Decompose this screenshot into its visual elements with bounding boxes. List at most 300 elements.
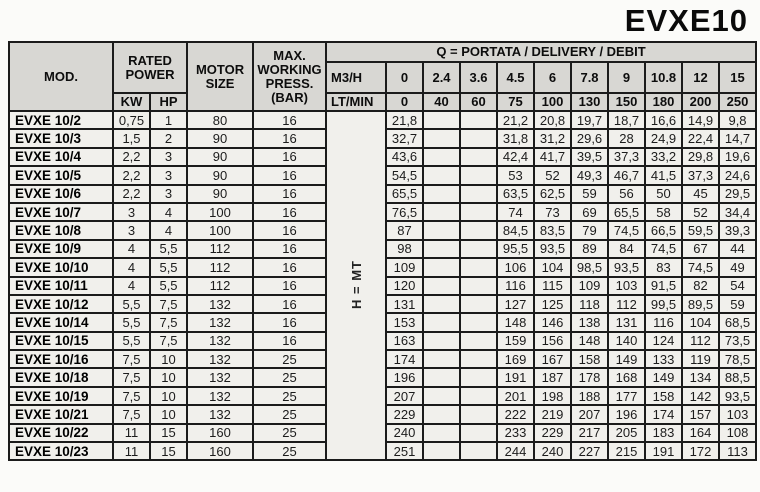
hp-cell: 2 [150, 129, 187, 147]
kw-cell: 7,5 [113, 387, 150, 405]
hp-cell: 4 [150, 221, 187, 239]
head-value-cell: 177 [608, 387, 645, 405]
head-value-cell: 134 [682, 368, 719, 386]
head-value-cell: 78,5 [719, 350, 756, 368]
kw-cell: 2,2 [113, 185, 150, 203]
kw-cell: 3 [113, 221, 150, 239]
head-value-cell: 115 [534, 277, 571, 295]
kw-cell: 5,5 [113, 313, 150, 331]
head-value-cell: 217 [571, 424, 608, 442]
head-value-cell [423, 185, 460, 203]
head-value-cell [460, 442, 497, 460]
kw-cell: 5,5 [113, 332, 150, 350]
head-value-cell: 54 [719, 277, 756, 295]
head-value-cell: 84,5 [497, 221, 534, 239]
motor-size-cell: 112 [187, 277, 253, 295]
head-value-cell: 158 [645, 387, 682, 405]
head-value-cell: 45 [682, 185, 719, 203]
model-cell: EVXE 10/2 [9, 111, 113, 129]
kw-cell: 4 [113, 277, 150, 295]
head-value-cell: 84 [608, 240, 645, 258]
head-value-cell: 164 [682, 424, 719, 442]
head-value-cell: 41,5 [645, 166, 682, 184]
model-cell: EVXE 10/4 [9, 148, 113, 166]
head-value-cell: 14,7 [719, 129, 756, 147]
head-value-cell: 74,5 [645, 240, 682, 258]
head-value-cell: 104 [534, 258, 571, 276]
hp-cell: 10 [150, 368, 187, 386]
head-value-cell: 174 [645, 405, 682, 423]
max-press-cell: 16 [253, 295, 326, 313]
max-press-cell: 16 [253, 148, 326, 166]
head-value-cell: 205 [608, 424, 645, 442]
model-cell: EVXE 10/21 [9, 405, 113, 423]
head-value-cell: 31,8 [497, 129, 534, 147]
head-value-cell: 63,5 [497, 185, 534, 203]
head-value-cell: 174 [386, 350, 423, 368]
max-press-cell: 16 [253, 203, 326, 221]
head-value-cell: 183 [645, 424, 682, 442]
model-cell: EVXE 10/6 [9, 185, 113, 203]
head-value-cell: 82 [682, 277, 719, 295]
head-value-cell: 198 [534, 387, 571, 405]
head-value-cell [460, 387, 497, 405]
flow-m3h-value: 9 [608, 62, 645, 93]
head-unit-label: H = MT [348, 259, 364, 309]
head-value-cell [460, 313, 497, 331]
head-value-cell: 142 [682, 387, 719, 405]
head-unit-cell [326, 111, 386, 460]
flow-m3h-value: 2.4 [423, 62, 460, 93]
model-cell: EVXE 10/14 [9, 313, 113, 331]
head-value-cell: 163 [386, 332, 423, 350]
kw-cell: 3 [113, 203, 150, 221]
max-press-cell: 16 [253, 185, 326, 203]
header-row-top [9, 42, 756, 62]
hp-cell: 3 [150, 185, 187, 203]
max-press-cell: 16 [253, 332, 326, 350]
head-value-cell: 24,6 [719, 166, 756, 184]
head-value-cell [423, 166, 460, 184]
motor-size-cell: 80 [187, 111, 253, 129]
head-value-cell [460, 405, 497, 423]
hp-cell: 1 [150, 111, 187, 129]
flow-m3h-value: 10.8 [645, 62, 682, 93]
head-value-cell: 49 [719, 258, 756, 276]
model-cell: EVXE 10/12 [9, 295, 113, 313]
model-cell: EVXE 10/16 [9, 350, 113, 368]
head-value-cell: 124 [645, 332, 682, 350]
head-value-cell: 37,3 [682, 166, 719, 184]
kw-cell: 2,2 [113, 148, 150, 166]
head-value-cell: 46,7 [608, 166, 645, 184]
head-value-cell: 244 [497, 442, 534, 460]
head-value-cell: 83,5 [534, 221, 571, 239]
model-cell: EVXE 10/23 [9, 442, 113, 460]
head-value-cell: 43,6 [386, 148, 423, 166]
head-value-cell [460, 240, 497, 258]
motor-size-cell: 100 [187, 203, 253, 221]
head-value-cell: 148 [571, 332, 608, 350]
head-value-cell: 69 [571, 203, 608, 221]
head-value-cell: 32,7 [386, 129, 423, 147]
head-value-cell: 37,3 [608, 148, 645, 166]
motor-size-cell: 112 [187, 258, 253, 276]
max-press-cell: 25 [253, 368, 326, 386]
max-press-cell: 25 [253, 405, 326, 423]
head-value-cell: 93,5 [534, 240, 571, 258]
head-value-cell [423, 129, 460, 147]
head-value-cell: 108 [719, 424, 756, 442]
motor-size-cell: 132 [187, 332, 253, 350]
head-value-cell [460, 166, 497, 184]
model-cell: EVXE 10/9 [9, 240, 113, 258]
head-value-cell [423, 277, 460, 295]
model-cell: EVXE 10/7 [9, 203, 113, 221]
head-value-cell [460, 277, 497, 295]
head-value-cell [423, 295, 460, 313]
head-value-cell [423, 240, 460, 258]
head-value-cell: 53 [497, 166, 534, 184]
head-value-cell [460, 129, 497, 147]
head-value-cell: 91,5 [645, 277, 682, 295]
head-value-cell: 21,8 [386, 111, 423, 129]
head-value-cell: 98,5 [571, 258, 608, 276]
model-cell: EVXE 10/8 [9, 221, 113, 239]
motor-size-cell: 90 [187, 148, 253, 166]
head-value-cell: 229 [386, 405, 423, 423]
head-value-cell: 54,5 [386, 166, 423, 184]
head-value-cell: 93,5 [719, 387, 756, 405]
head-value-cell: 52 [534, 166, 571, 184]
head-value-cell: 65,5 [386, 185, 423, 203]
head-value-cell: 251 [386, 442, 423, 460]
row-label-m3h: M3/H [326, 62, 386, 93]
max-press-cell: 16 [253, 166, 326, 184]
head-value-cell: 133 [645, 350, 682, 368]
motor-size-cell: 132 [187, 405, 253, 423]
head-value-cell [423, 221, 460, 239]
model-cell: EVXE 10/15 [9, 332, 113, 350]
motor-size-cell: 132 [187, 387, 253, 405]
hp-cell: 5,5 [150, 240, 187, 258]
head-value-cell: 187 [534, 368, 571, 386]
header-row-ltmin [9, 93, 756, 111]
head-value-cell: 9,8 [719, 111, 756, 129]
head-value-cell: 65,5 [608, 203, 645, 221]
model-cell: EVXE 10/3 [9, 129, 113, 147]
head-value-cell: 109 [386, 258, 423, 276]
head-value-cell: 39,5 [571, 148, 608, 166]
model-cell: EVXE 10/22 [9, 424, 113, 442]
head-value-cell: 34,4 [719, 203, 756, 221]
head-value-cell: 52 [682, 203, 719, 221]
head-value-cell [423, 258, 460, 276]
head-value-cell [423, 424, 460, 442]
col-header-rated-power: RATED POWER [113, 42, 187, 93]
flow-ltmin-value: 75 [497, 93, 534, 111]
head-value-cell: 44 [719, 240, 756, 258]
head-value-cell: 14,9 [682, 111, 719, 129]
head-value-cell: 89 [571, 240, 608, 258]
flow-ltmin-value: 200 [682, 93, 719, 111]
head-value-cell [460, 221, 497, 239]
head-value-cell [423, 148, 460, 166]
head-value-cell [423, 405, 460, 423]
motor-size-cell: 160 [187, 442, 253, 460]
head-value-cell: 79 [571, 221, 608, 239]
head-value-cell [460, 332, 497, 350]
flow-ltmin-value: 100 [534, 93, 571, 111]
head-value-cell: 169 [497, 350, 534, 368]
flow-m3h-value: 4.5 [497, 62, 534, 93]
head-value-cell: 120 [386, 277, 423, 295]
head-value-cell [460, 203, 497, 221]
head-value-cell: 106 [497, 258, 534, 276]
flow-m3h-value: 7.8 [571, 62, 608, 93]
hp-cell: 7,5 [150, 332, 187, 350]
head-value-cell [460, 148, 497, 166]
motor-size-cell: 90 [187, 166, 253, 184]
head-value-cell [460, 424, 497, 442]
head-value-cell: 73,5 [719, 332, 756, 350]
col-header-q-delivery: Q = PORTATA / DELIVERY / DEBIT [326, 42, 756, 62]
max-press-cell: 25 [253, 350, 326, 368]
head-value-cell: 98 [386, 240, 423, 258]
flow-ltmin-value: 60 [460, 93, 497, 111]
flow-m3h-value: 15 [719, 62, 756, 93]
motor-size-cell: 160 [187, 424, 253, 442]
kw-cell: 5,5 [113, 295, 150, 313]
head-value-cell: 240 [386, 424, 423, 442]
max-press-cell: 16 [253, 313, 326, 331]
kw-cell: 4 [113, 240, 150, 258]
head-value-cell: 207 [386, 387, 423, 405]
kw-cell: 7,5 [113, 405, 150, 423]
head-value-cell: 149 [608, 350, 645, 368]
col-header-mod: MOD. [9, 42, 113, 111]
head-value-cell: 188 [571, 387, 608, 405]
flow-m3h-value: 3.6 [460, 62, 497, 93]
head-value-cell: 116 [645, 313, 682, 331]
head-value-cell [423, 332, 460, 350]
motor-size-cell: 90 [187, 129, 253, 147]
head-value-cell [423, 442, 460, 460]
head-value-cell: 153 [386, 313, 423, 331]
head-value-cell: 87 [386, 221, 423, 239]
col-header-max-working-press: MAX. WORKING PRESS. (BAR) [253, 42, 326, 111]
pump-row [9, 111, 756, 129]
head-value-cell: 125 [534, 295, 571, 313]
flow-ltmin-value: 130 [571, 93, 608, 111]
motor-size-cell: 112 [187, 240, 253, 258]
head-value-cell: 103 [719, 405, 756, 423]
head-value-cell: 50 [645, 185, 682, 203]
head-value-cell: 191 [497, 368, 534, 386]
head-value-cell [423, 203, 460, 221]
hp-cell: 3 [150, 166, 187, 184]
max-press-cell: 16 [253, 277, 326, 295]
head-value-cell [460, 185, 497, 203]
head-value-cell: 112 [682, 332, 719, 350]
table-body [9, 111, 756, 460]
head-value-cell: 99,5 [645, 295, 682, 313]
max-press-cell: 16 [253, 221, 326, 239]
head-value-cell: 222 [497, 405, 534, 423]
head-value-cell: 29,5 [719, 185, 756, 203]
head-value-cell: 207 [571, 405, 608, 423]
head-value-cell: 74,5 [682, 258, 719, 276]
flow-ltmin-value: 150 [608, 93, 645, 111]
hp-cell: 5,5 [150, 277, 187, 295]
max-press-cell: 16 [253, 240, 326, 258]
head-value-cell: 172 [682, 442, 719, 460]
head-value-cell: 89,5 [682, 295, 719, 313]
head-value-cell: 112 [608, 295, 645, 313]
head-value-cell: 62,5 [534, 185, 571, 203]
head-value-cell: 196 [608, 405, 645, 423]
head-value-cell: 88,5 [719, 368, 756, 386]
head-value-cell: 19,6 [719, 148, 756, 166]
col-header-kw: KW [113, 93, 150, 111]
model-cell: EVXE 10/5 [9, 166, 113, 184]
head-value-cell: 22,4 [682, 129, 719, 147]
head-value-cell [423, 313, 460, 331]
head-value-cell: 157 [682, 405, 719, 423]
kw-cell: 11 [113, 442, 150, 460]
head-value-cell: 41,7 [534, 148, 571, 166]
head-value-cell [423, 350, 460, 368]
head-value-cell [423, 387, 460, 405]
head-value-cell: 229 [534, 424, 571, 442]
head-value-cell: 140 [608, 332, 645, 350]
hp-cell: 4 [150, 203, 187, 221]
kw-cell: 7,5 [113, 368, 150, 386]
head-value-cell: 58 [645, 203, 682, 221]
max-press-cell: 25 [253, 442, 326, 460]
head-value-cell: 73 [534, 203, 571, 221]
head-value-cell: 66,5 [645, 221, 682, 239]
table-header [9, 42, 756, 111]
head-value-cell [460, 350, 497, 368]
model-cell: EVXE 10/10 [9, 258, 113, 276]
head-value-cell: 201 [497, 387, 534, 405]
max-press-cell: 16 [253, 129, 326, 147]
head-value-cell: 240 [534, 442, 571, 460]
flow-m3h-value: 0 [386, 62, 423, 93]
head-value-cell: 227 [571, 442, 608, 460]
head-value-cell: 31,2 [534, 129, 571, 147]
head-value-cell [460, 295, 497, 313]
max-press-cell: 25 [253, 387, 326, 405]
head-value-cell: 83 [645, 258, 682, 276]
row-label-ltmin: LT/MIN [326, 93, 386, 111]
head-value-cell: 127 [497, 295, 534, 313]
page-title: EVXE10 [624, 3, 748, 38]
head-value-cell: 131 [386, 295, 423, 313]
head-value-cell: 24,9 [645, 129, 682, 147]
motor-size-cell: 90 [187, 185, 253, 203]
head-value-cell: 113 [719, 442, 756, 460]
max-press-cell: 16 [253, 111, 326, 129]
head-value-cell: 191 [645, 442, 682, 460]
hp-cell: 7,5 [150, 313, 187, 331]
head-value-cell [460, 258, 497, 276]
head-value-cell: 95,5 [497, 240, 534, 258]
hp-cell: 10 [150, 387, 187, 405]
head-value-cell: 56 [608, 185, 645, 203]
head-value-cell: 158 [571, 350, 608, 368]
head-value-cell: 149 [645, 368, 682, 386]
head-value-cell: 119 [682, 350, 719, 368]
hp-cell: 10 [150, 350, 187, 368]
kw-cell: 0,75 [113, 111, 150, 129]
pump-spec-table [8, 41, 757, 461]
head-value-cell: 233 [497, 424, 534, 442]
kw-cell: 4 [113, 258, 150, 276]
model-cell: EVXE 10/11 [9, 277, 113, 295]
flow-m3h-value: 12 [682, 62, 719, 93]
head-value-cell: 167 [534, 350, 571, 368]
flow-ltmin-value: 250 [719, 93, 756, 111]
hp-cell: 5,5 [150, 258, 187, 276]
head-value-cell: 146 [534, 313, 571, 331]
head-value-cell: 74 [497, 203, 534, 221]
model-cell: EVXE 10/18 [9, 368, 113, 386]
head-value-cell: 178 [571, 368, 608, 386]
flow-ltmin-value: 180 [645, 93, 682, 111]
head-value-cell: 219 [534, 405, 571, 423]
head-value-cell: 29,6 [571, 129, 608, 147]
head-value-cell: 74,5 [608, 221, 645, 239]
head-value-cell: 29,8 [682, 148, 719, 166]
hp-cell: 7,5 [150, 295, 187, 313]
head-value-cell: 196 [386, 368, 423, 386]
head-value-cell: 156 [534, 332, 571, 350]
head-value-cell: 39,3 [719, 221, 756, 239]
head-value-cell: 93,5 [608, 258, 645, 276]
hp-cell: 3 [150, 148, 187, 166]
head-value-cell: 215 [608, 442, 645, 460]
kw-cell: 11 [113, 424, 150, 442]
head-value-cell: 59 [571, 185, 608, 203]
head-value-cell [460, 111, 497, 129]
hp-cell: 10 [150, 405, 187, 423]
head-value-cell: 20,8 [534, 111, 571, 129]
head-value-cell: 19,7 [571, 111, 608, 129]
motor-size-cell: 132 [187, 295, 253, 313]
flow-ltmin-value: 0 [386, 93, 423, 111]
max-press-cell: 25 [253, 424, 326, 442]
head-value-cell: 68,5 [719, 313, 756, 331]
flow-m3h-value: 6 [534, 62, 571, 93]
head-value-cell: 103 [608, 277, 645, 295]
col-header-motor-size: MOTOR SIZE [187, 42, 253, 111]
head-value-cell [423, 111, 460, 129]
max-press-cell: 16 [253, 258, 326, 276]
head-value-cell [423, 368, 460, 386]
head-value-cell: 49,3 [571, 166, 608, 184]
head-value-cell: 67 [682, 240, 719, 258]
head-value-cell: 59,5 [682, 221, 719, 239]
head-value-cell: 42,4 [497, 148, 534, 166]
head-value-cell: 148 [497, 313, 534, 331]
head-value-cell: 116 [497, 277, 534, 295]
hp-cell: 15 [150, 442, 187, 460]
head-value-cell [460, 368, 497, 386]
head-value-cell: 118 [571, 295, 608, 313]
kw-cell: 7,5 [113, 350, 150, 368]
